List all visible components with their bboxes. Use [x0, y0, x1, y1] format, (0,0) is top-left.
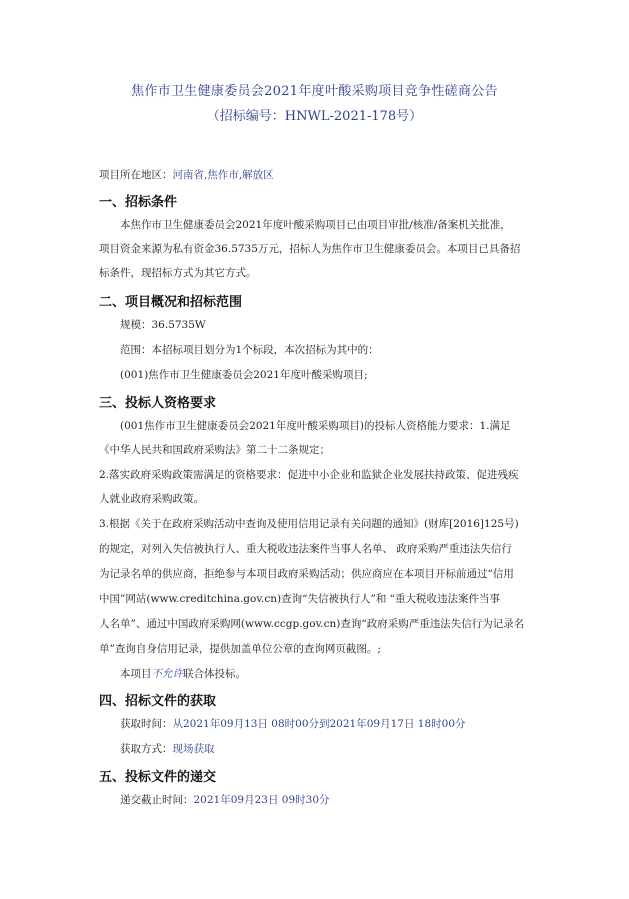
location-label: 项目所在地区： — [99, 169, 173, 181]
section-1-line-1: 本焦作市卫生健康委员会2021年度叶酸采购项目已由项目审批/核准/备案机关批准， — [120, 219, 511, 231]
section-2-scale: 规模：36.5735W — [120, 319, 206, 331]
deadline-line — [120, 793, 330, 807]
section-3-line-5: 3.根据《关于在政府采购活动中查询及使用信用记录有关问题的通知》(财库[2016]125号) — [99, 518, 519, 530]
section-2-lot: (001)焦作市卫生健康委员会2021年度叶酸采购项目; — [120, 369, 368, 381]
section-3-line-7: 为记录名单的供应商，拒绝参与本项目政府采购活动；供应商应在本项目开标前通过“信用 — [99, 568, 514, 580]
acquire-method-line — [120, 742, 215, 756]
section-3-line-2: 《中华人民共和国政府采购法》第二十二条规定； — [99, 444, 330, 456]
joint-bid-prefix: 本项目 — [120, 668, 152, 680]
acquire-time-value: 从2021年09月13日 08时00分到2021年09月17日 18时00分 — [172, 718, 466, 730]
section-1-heading: 一、招标条件 — [99, 195, 178, 210]
document-subtitle: （招标编号：HNWL-2021-178号） — [206, 109, 423, 124]
joint-bid-suffix: 联合体投标。 — [183, 668, 246, 680]
section-3-line-9: 人名单”、通过中国政府采购网(www.ccgp.gov.cn)查询“政府采购严重违法失信行为记录名 — [99, 618, 525, 630]
deadline-value: 2021年09月23日 09时30分 — [193, 794, 330, 806]
section-5-heading: 五、投标文件的递交 — [99, 770, 217, 785]
section-1-line-3: 标条件，现招标方式为其它方式。 — [99, 267, 257, 279]
section-3-line-8: 中国”网站(www.creditchina.gov.cn)查询“失信被执行人”和 “重大税收违法案件当事 — [99, 593, 501, 605]
acquire-time-line — [120, 717, 466, 731]
section-1-line-2: 项目资金来源为私有资金36.5735万元，招标人为焦作市卫生健康委员会。本项目已具备招 — [99, 243, 521, 255]
acquire-method-label: 获取方式： — [120, 743, 173, 755]
acquire-method-value: 现场获取 — [172, 743, 215, 755]
location-value: 河南省,焦作市,解放区 — [172, 169, 274, 181]
section-4-heading: 四、招标文件的获取 — [99, 694, 217, 709]
section-2-scope: 范围：本招标项目划分为1个标段，本次招标为其中的： — [120, 344, 379, 356]
section-3-line-3: 2.落实政府采购政策需满足的资格要求：促进中小企业和监狱企业发展扶持政策、促进残疾 — [99, 469, 519, 481]
location-line — [99, 168, 274, 182]
deadline-label: 递交截止时间： — [120, 794, 194, 806]
section-3-line-10: 单”查询自身信用记录，提供加盖单位公章的查询网页截图。; — [99, 643, 381, 655]
joint-bid-line — [120, 667, 246, 681]
joint-bid-handwritten: 不允许 — [151, 668, 183, 680]
document-title: 焦作市卫生健康委员会2021年度叶酸采购项目竞争性磋商公告 — [131, 84, 498, 99]
section-3-line-4: 人就业政府采购政策。 — [99, 493, 204, 505]
section-3-line-1: (001焦作市卫生健康委员会2021年度叶酸采购项目)的投标人资格能力要求：1.满足 — [120, 420, 511, 432]
section-3-heading: 三、投标人资格要求 — [99, 396, 217, 411]
section-2-heading: 二、项目概况和招标范围 — [99, 295, 243, 310]
acquire-time-label: 获取时间： — [120, 718, 173, 730]
section-3-line-6: 的规定，对列入失信被执行人、重大税收违法案件当事人名单、 政府采购严重违法失信行 — [99, 543, 512, 555]
